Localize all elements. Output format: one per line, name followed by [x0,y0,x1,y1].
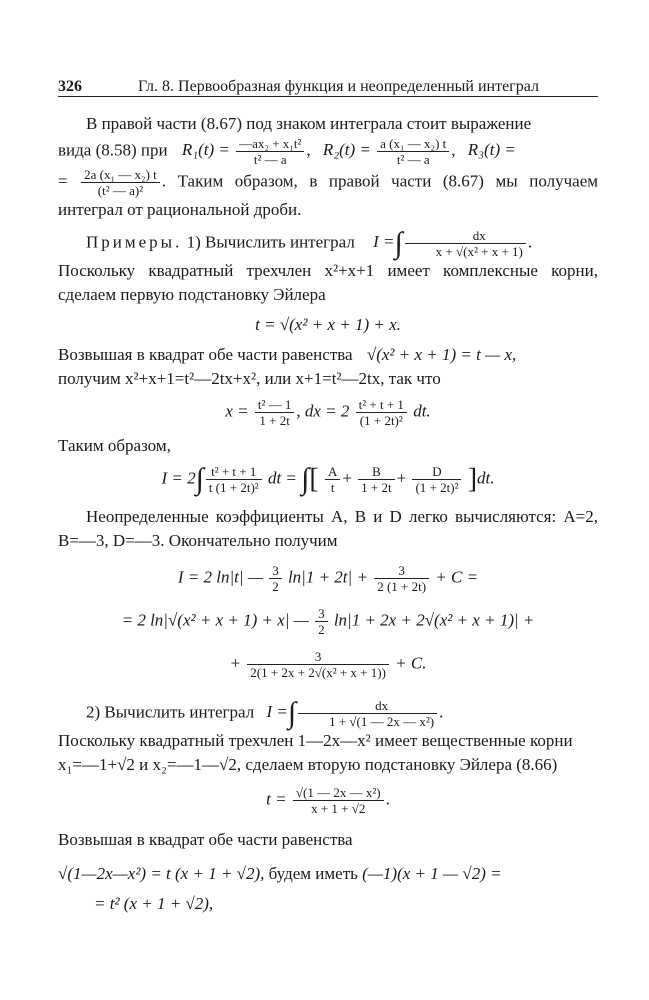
page-body [58,112,598,916]
x-dx-formula: x = $\frac{\text{t² — 1}}{1 + 2t}$ , dx = 2 $\frac{\text{t² + t + 1}}{\text{(1 + 2t)²}}$ dt. [225,397,431,428]
paragraph-1-cont: = $\frac{\text{2a (x₁ — x₂) t}}{\text{(t² — a)²}}$ . Таким образом, в правой части (8.67) мы получаем интеграл от рациональной дроби. [58,167,599,219]
paragraph-1: В правой части (8.67) под знаком интеграла стоит выражение [86,114,532,133]
we-get-line: получим x²+x+1=t²—2tx+x², или x+1=t²—2tx, так что [58,369,441,388]
square-paragraph-2: Возвышая в квадрат обе части равенства [58,830,353,849]
coefficients-paragraph: Неопределенные коэффициенты A, B и D легко вычисляются: A=2, B=—3, D=—3. Окончательно получим [58,507,598,550]
page-header [58,70,598,97]
euler-substitution-1: t = √(x² + x + 1) + x. [255,315,401,334]
example-1-text: Поскольку квадратный трехчлен x²+x+1 имеет комплексные корни, сделаем первую подстановку Эйлера [58,261,598,304]
running-title: Гл. 8. Первообразная функция и неопределенный интеграл [138,78,539,95]
examples-paragraph: Примеры. 1) Вычислить интеграл I =∫ $\frac{dx}{\text{x + √(x² + x + 1)}}$ . [86,226,533,260]
integral-2: I = 2∫ $\frac{\text{t² + t + 1}}{\text{t (1 + 2t)²}}$ dt = ∫[ $\frac{A}{t}$ + $\frac{B}{1 + 2t}$ + $\frac{D}{\text{(1 + 2t)²}}$ ]dt. [161,462,495,496]
result-line-2: = 2 ln|√(x² + x + 1) + x| — $\frac{3}{2}$ ln|1 + 2x + 2√(x² + x + 1)| + [121,606,535,637]
thus-line: Таким образом, [58,436,171,455]
result-line-1: I = 2 ln|t| — $\frac{3}{2}$ ln|1 + 2t| + $\frac{3}{2 (1 + 2t)}$ + C = [177,563,479,594]
euler-substitution-2: t = $\frac{\text{√(1 — 2x — x²)}}{x + 1 + √2}$ . [266,785,390,816]
paragraph-1-formulas: вида (8.58) при R₁(t) = $\frac{\text{—ax₂ + x₁t²}}{\text{t² — a}}$ , R₂(t) = $\frac{\text{a (x₁ — x₂) t}}{\text{t² — a}}$ , R₃(t) = [58,136,516,167]
example-2-paragraph: 2) Вычислить интеграл I =∫ $\frac{dx}{\text{1 + √(1 — 2x — x²)}}$ . [86,696,444,730]
last-line-2: = t² (x + 1 + √2), [94,894,214,913]
example-2-text: Поскольку квадратный трехчлен 1—2x—x² имеет вещественные корни [58,731,573,750]
result-line-3: + $\frac{3}{\text{2(1 + 2x + 2√(x² + x + 1))}}$ + C. [229,649,427,680]
page-number: 326 [58,78,82,95]
square-paragraph: Возвышая в квадрат обе части равенства √(x² + x + 1) = t — x, [58,345,517,364]
last-line-1: √(1—2x—x²) = t (x + 1 + √2), будем иметь (—1)(x + 1 — √2) = [58,864,502,883]
example-2-roots: x₁=—1+√2 и x₂=—1—√2, сделаем вторую подстановку Эйлера (8.66) [58,755,558,774]
